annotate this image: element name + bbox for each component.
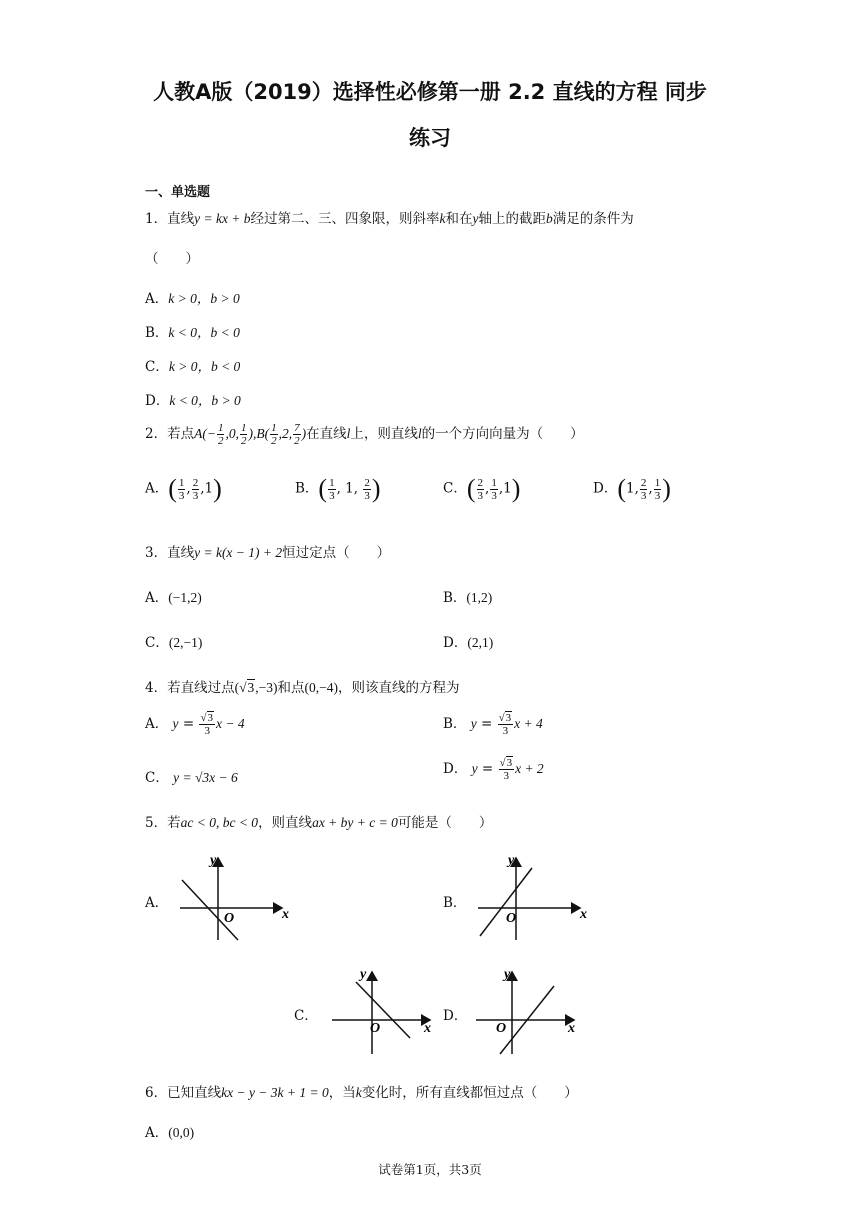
- q5-option-d-label[interactable]: D．: [443, 1008, 468, 1024]
- question-6: [145, 1081, 578, 1101]
- q5-option-c-label[interactable]: C．: [294, 1008, 318, 1024]
- y-axis-label: y: [360, 967, 367, 982]
- option-label: B．: [443, 590, 467, 606]
- option-text: k < 0，b < 0: [168, 325, 240, 340]
- option-label: B．: [295, 480, 319, 497]
- q2-option-d[interactable]: D．(1, $\frac{2}{3}$ , $\frac{1}{3}$ ): [593, 474, 671, 503]
- option-text: x − 4: [216, 716, 245, 731]
- option-label: A．: [145, 480, 169, 497]
- q1-var-k: k: [439, 211, 446, 226]
- title-line-2: 练习: [409, 126, 451, 150]
- q2-point-a: A(− $\frac{1}{2}$ ,0, $\frac{1}{2}$ ),B( $\frac{1}{2}$ ,2, $\frac{7}{2}$ ): [194, 422, 307, 448]
- q6-var-k: k: [355, 1085, 362, 1100]
- q3-option-b[interactable]: [443, 586, 492, 606]
- q1-equation: y = kx + b: [194, 211, 251, 226]
- q6-text: 已知直线: [167, 1085, 222, 1101]
- option-label: D．: [443, 761, 468, 777]
- q1-number: 1．: [145, 211, 168, 227]
- x-axis-label: x: [424, 1021, 431, 1036]
- q2-option-a[interactable]: A．( $\frac{1}{3}$ , $\frac{2}{3}$ ,1): [145, 474, 222, 503]
- graph-line: [182, 880, 238, 940]
- origin-label: O: [506, 911, 517, 926]
- option-label: C．: [145, 770, 169, 786]
- page-footer: 试卷第1页，共3页: [378, 1162, 482, 1177]
- q5-option-b-label[interactable]: B．: [443, 895, 467, 911]
- q4-option-c[interactable]: [145, 766, 238, 786]
- option-text: x + 4: [514, 716, 543, 731]
- option-label: C．: [145, 359, 169, 375]
- option-text: (1,2): [466, 590, 493, 605]
- q5-option-c-graph[interactable]: [326, 966, 446, 1058]
- q1-option-a[interactable]: [145, 287, 240, 307]
- q1-text-3: 和在: [445, 211, 473, 227]
- q1-text-2: 经过第二、三、四象限，则斜率: [250, 211, 440, 227]
- q5-number: 5．: [145, 815, 168, 831]
- q1-option-b[interactable]: [145, 321, 240, 341]
- q5-option-a-graph[interactable]: [172, 852, 302, 944]
- q4-point-1: (√3,−3): [234, 680, 278, 695]
- q3-number: 3．: [145, 545, 168, 561]
- x-axis-label: x: [568, 1021, 575, 1036]
- q6-equation: kx − y − 3k + 1 = 0: [221, 1085, 329, 1100]
- q5-option-b-graph[interactable]: [470, 852, 600, 944]
- origin-label: O: [370, 1021, 381, 1036]
- q4-text: 若直线过点: [167, 680, 235, 696]
- title-line-1: 人教A版（2019）选择性必修第一册 2.2 直线的方程 同步: [153, 80, 707, 104]
- q1-answer-paren: （ ）: [145, 251, 199, 267]
- q2-text: 若点: [167, 426, 195, 442]
- q6-number: 6．: [145, 1085, 168, 1101]
- option-text: k > 0，b < 0: [168, 359, 241, 374]
- option-label: A．: [145, 1125, 169, 1141]
- option-text: y = √3x − 6: [173, 770, 238, 785]
- q5-equation: ax + by + c = 0: [312, 815, 398, 830]
- x-axis-label: x: [282, 907, 289, 922]
- option-label: D．: [145, 393, 170, 409]
- q2-text-3: 上，则直线: [350, 426, 418, 442]
- q2-number: 2．: [145, 426, 168, 442]
- q4-point-2: (0,−4): [304, 680, 338, 695]
- q3-option-a[interactable]: [145, 586, 202, 606]
- q1-option-c[interactable]: [145, 355, 240, 375]
- q1-var-b: b: [546, 211, 553, 226]
- question-5: [145, 811, 492, 831]
- q5-option-d-graph[interactable]: [470, 966, 590, 1058]
- q4-text-2: 和点: [277, 680, 305, 696]
- option-label: B．: [443, 716, 467, 732]
- q1-text: 直线: [167, 211, 195, 227]
- y-axis-label: y: [508, 853, 515, 868]
- q1-var-y: y: [472, 211, 479, 226]
- option-label: D．: [443, 635, 468, 651]
- q5-text-2: ，则直线: [258, 815, 313, 831]
- origin-label: O: [496, 1021, 507, 1036]
- q4-option-a[interactable]: A． y = $\frac{√3}{3}$ x − 4: [145, 712, 245, 737]
- option-label: D．: [593, 480, 618, 497]
- y-axis-label: y: [504, 967, 511, 982]
- option-text: (0,0): [168, 1125, 195, 1140]
- option-label: C．: [443, 480, 467, 497]
- q1-option-d[interactable]: [145, 389, 241, 409]
- option-text: (−1,2): [168, 590, 202, 605]
- option-label: A．: [145, 291, 169, 307]
- option-label: A．: [145, 590, 169, 606]
- question-1: [145, 207, 634, 227]
- option-label: A．: [145, 716, 169, 732]
- q2-text-2: 在直线: [306, 426, 347, 442]
- q6-text-2: ，当: [328, 1085, 356, 1101]
- option-text: (2,−1): [168, 635, 203, 650]
- q4-text-3: ，则该直线的方程为: [337, 680, 460, 696]
- x-axis-label: x: [580, 907, 587, 922]
- section-heading: 一、单选题: [145, 185, 211, 200]
- option-text: x + 2: [515, 761, 544, 776]
- q1-text-4: 轴上的截距: [478, 211, 547, 227]
- q2-option-c[interactable]: C．( $\frac{2}{3}$ , $\frac{1}{3}$ ,1): [443, 474, 521, 503]
- q5-text-3: 可能是（ ）: [397, 815, 493, 831]
- origin-label: O: [224, 911, 235, 926]
- q3-option-c[interactable]: [145, 631, 202, 651]
- q1-text-5: 满足的条件为: [552, 211, 634, 227]
- q5-text: 若: [167, 815, 181, 831]
- option-label: C．: [145, 635, 169, 651]
- q3-text-2: 恒过定点（ ）: [282, 545, 391, 561]
- option-text: k > 0，b > 0: [168, 291, 240, 306]
- q2-var-l: l: [346, 426, 351, 441]
- q2-option-b[interactable]: B．( $\frac{1}{3}$ , 1, $\frac{2}{3}$ ): [295, 474, 381, 503]
- q4-option-d[interactable]: D． y = $\frac{√3}{3}$ x + 2: [443, 757, 544, 782]
- option-label: B．: [145, 325, 169, 341]
- question-4: [145, 676, 459, 696]
- y-axis-label: y: [210, 853, 217, 868]
- graph-line: [356, 982, 410, 1038]
- q6-option-a[interactable]: [145, 1121, 194, 1141]
- q2-var-l-2: l: [417, 426, 422, 441]
- q3-text: 直线: [167, 545, 195, 561]
- q4-number: 4．: [145, 680, 168, 696]
- q6-text-3: 变化时，所有直线都恒过点（ ）: [361, 1085, 578, 1101]
- q3-option-d[interactable]: [443, 631, 493, 651]
- q2-text-4: 的一个方向向量为（ ）: [421, 426, 584, 442]
- option-text: k < 0，b > 0: [169, 393, 241, 408]
- q4-option-b[interactable]: B． y = $\frac{√3}{3}$ x + 4: [443, 712, 543, 737]
- q5-option-a-label[interactable]: A．: [145, 895, 169, 911]
- q3-equation: y = k(x − 1) + 2: [194, 545, 283, 560]
- option-text: (2,1): [467, 635, 494, 650]
- question-2: [145, 422, 584, 447]
- q5-condition: ac < 0, bc < 0: [180, 815, 259, 830]
- question-3: [145, 541, 390, 561]
